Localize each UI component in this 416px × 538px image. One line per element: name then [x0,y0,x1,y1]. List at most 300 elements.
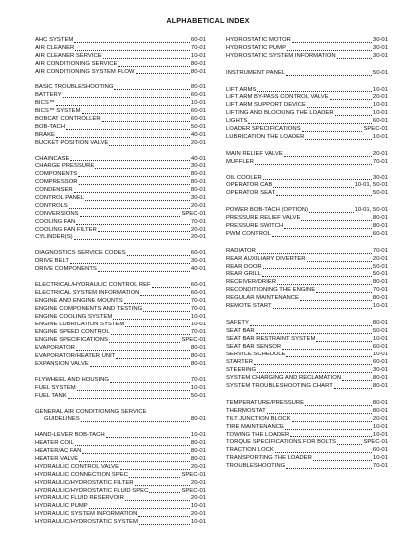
index-entry [226,336,388,344]
dot-leader [273,187,353,188]
index-entry [226,37,388,45]
index-entry [35,69,206,77]
section-gap [226,142,388,151]
entry-page: 80-01 [190,171,206,178]
entry-label: FUEL TANK [35,392,67,399]
dot-leader [95,168,190,169]
index-entry [35,171,206,179]
entry-page: 60-01 [190,289,206,296]
index-entry [35,195,206,203]
dot-leader [273,308,372,309]
index-entry [226,207,388,215]
index-entry [35,385,206,393]
dot-leader [118,66,190,67]
entry-label: LIFT ARM SUPPORT DEVICE [226,102,306,109]
index-column-right [226,37,388,471]
entry-page: 20-01 [372,415,388,422]
section-gap [226,239,388,248]
entry-page: 50-01 [372,263,388,270]
entry-page: 70-01 [372,287,388,294]
entry-page: SPEC-01 [363,439,388,446]
entry-page: 60-01 [372,230,388,237]
entry-page: 30-01 [190,163,206,170]
entry-label: LOADER SPECIFICATIONS [226,126,301,132]
entry-page: 20-01 [372,94,388,101]
index-entry [35,503,206,511]
index-entry [226,248,388,256]
dot-leader [136,73,190,74]
entry-page: 20-01 [190,463,206,470]
entry-label: OIL COOLER [226,174,262,181]
index-entry [226,303,388,311]
dot-leader [76,350,190,351]
entry-label: HYDROSTATIC PUMP [226,44,286,51]
entry-page: 70-01 [372,158,388,165]
entry-label: PWM CONTROL [226,230,271,237]
entry-page: 30-01 [372,52,388,59]
entry-label: HYDRAULIC CONTROL VALVE [35,463,120,470]
dot-leader [313,460,372,461]
dot-leader [276,195,372,196]
index-entry [35,511,206,519]
entry-label: OPERATOR SEAT [226,190,276,197]
entry-label: REGULAR MAINTENANCE [226,295,299,302]
entry-label: ENGINE AND ENGINE MOUNTS [35,297,123,304]
entry-label: ELECTRICAL/HYDRAULIC CONTROL REF [35,282,151,289]
entry-label: BATTERY [35,92,62,99]
entry-page: 10-01 [190,52,206,59]
entry-label: REAR AUXILIARY DIVERTER [226,255,306,262]
index-entry [35,37,206,45]
index-entry [226,367,388,375]
entry-label: RECONDITIONING THE ENGINE [226,287,316,294]
index-entry [226,223,388,231]
entry-page: 10-01 [190,519,206,526]
index-entry [35,377,206,385]
index-entry [226,151,388,159]
entry-label: REAR DOOR [226,263,262,270]
entry-page: 70-01 [190,44,206,51]
entry-page: 80-01 [372,407,388,414]
entry-label: BASIC TROUBLESHOOTING [35,84,114,91]
index-entry [226,271,388,279]
dot-leader [330,99,372,100]
dot-leader [125,500,190,501]
entry-page: 80-01 [190,68,206,75]
entry-page: 40-01 [190,131,206,138]
index-entry [226,264,388,272]
entry-label: TIRE MAINTENANCE [226,423,284,430]
index-entry [35,353,206,361]
index-entry [35,298,206,306]
index-entry [226,383,388,391]
entry-label: LIFT ARMS [226,86,257,93]
entry-label: EVAPORATOR [35,345,75,352]
dot-leader [263,179,372,180]
dot-leader [75,50,190,51]
dot-leader [307,107,372,108]
entry-page: SPEC-01 [181,337,206,344]
dot-leader [287,50,372,51]
dot-leader [300,300,372,301]
dot-leader [140,295,190,296]
dot-leader [124,303,190,304]
dot-leader [248,123,372,124]
index-entry [226,45,388,53]
dot-leader [337,58,372,59]
entry-page: 80-01 [190,416,206,423]
dot-leader [90,366,190,367]
entry-label: AIR CONDITIONING SYSTEM FLOW [35,68,135,75]
entry-page: 50-01 [190,123,206,130]
entry-label: ENGINE LUBRICATION SYSTEM [35,321,125,328]
entry-label: ENGINE SPECIFICATIONS [35,337,108,344]
entry-label: HYDROSTATIC SYSTEM INFORMATION [226,52,336,59]
index-entry [35,179,206,187]
entry-page: 80-01 [190,179,206,186]
dot-leader [257,372,372,373]
dot-leader [285,429,372,430]
entry-page: 30-01 [372,37,388,43]
entry-label: AIR CLEANER [35,44,75,51]
entry-label: HEATER/AC FAN [35,448,82,455]
dot-leader [302,131,363,132]
entry-label: MUFFLER [226,158,254,165]
index-entry [35,488,206,496]
dot-leader [80,216,181,217]
section-gap [226,78,388,87]
entry-page: 50-01 [372,327,388,334]
dot-leader [81,421,190,422]
entry-page: 60-01 [190,116,206,122]
dot-leader [277,284,372,285]
entry-page: 60-01 [372,359,388,366]
dot-leader [85,200,190,201]
dot-leader [56,105,190,106]
dot-leader [257,253,372,254]
entry-page: SPEC-01 [181,487,206,494]
dot-leader [284,228,372,229]
entry-page: 30-01 [190,195,206,202]
entry-page: 30-01 [372,44,388,51]
dot-leader [77,390,190,391]
index-entry [226,359,388,367]
section-gap [35,148,206,156]
index-entry [35,519,206,527]
index-entry [226,87,388,95]
entry-page: 60-01 [372,343,388,350]
dot-leader [284,156,372,157]
dot-leader [82,453,190,454]
entry-label: SEAT BAR SENSOR [226,343,282,350]
entry-page: 80-01 [190,360,206,367]
entry-page: 10-01 [372,86,388,93]
index-entry [35,163,206,171]
dot-leader [272,236,372,237]
index-entry [35,495,206,503]
entry-label: TEMPERATURE/PRESSURE [226,399,305,406]
entry-page: 40-01 [190,155,206,162]
entry-page: 10-01 [190,100,206,107]
index-entry [35,116,206,124]
index-entry [35,440,206,448]
section-gap [35,76,206,84]
entry-page: 20-01 [190,226,206,233]
entry-label: THERMOSTAT [226,407,266,414]
index-entry [35,409,206,417]
section-gap [226,61,388,70]
dot-leader [301,220,372,221]
entry-label: HAND-LEVER BOB-TACH [35,432,105,439]
entry-label: BICS™ SYSTEM [35,108,81,115]
dot-leader [309,212,354,213]
entry-page: 10-01 [372,335,388,342]
entry-page: 80-01 [372,383,388,390]
dot-leader [76,224,190,225]
index-entry [35,132,206,140]
index-entry [35,314,206,322]
index-entry [226,320,388,328]
entry-page: 10-01, 50-01 [354,182,388,189]
entry-label: REMOTE START [226,303,272,310]
dot-leader [292,42,372,43]
entry-page: SPEC-01 [181,471,206,478]
dot-leader [78,176,190,177]
entry-label: BICS™ [35,100,55,107]
entry-page: 10-01 [372,455,388,462]
entry-page: 10-01 [190,313,206,320]
dot-leader [75,445,190,446]
entry-label: RECEIVER/DRIER [226,279,277,286]
dot-leader [255,164,372,165]
index-entry [226,352,388,360]
index-entry [226,408,388,416]
entry-label: LUBRICATION THE LOADER [226,133,305,140]
dot-leader [286,468,372,469]
dot-leader [125,326,190,327]
entry-label: PRESSURE SWITCH [226,223,284,230]
index-entry [35,53,206,61]
index-entry [35,61,206,69]
dot-leader [74,42,190,43]
entry-page: 60-01 [190,282,206,289]
index-entry [35,108,206,116]
entry-label: HYDRAULIC CONNECTION SPEC [35,471,128,478]
dot-leader [316,341,372,342]
index-entry [35,92,206,100]
entry-label: DRIVE BELT [35,258,69,265]
dot-leader [68,398,190,399]
dot-leader [70,160,190,161]
index-entry [226,53,388,61]
entry-label: GUIDELINES [44,416,80,423]
index-entry [35,464,206,472]
index-entry [35,416,206,424]
section-gap [226,391,388,400]
entry-page: 10-01 [190,503,206,510]
index-entry [35,187,206,195]
index-entry [226,455,388,463]
entry-label: INSTRUMENT PANEL [226,69,286,76]
entry-page: 70-01 [190,329,206,336]
entry-label: EVAPORATOR/HEATER UNIT [35,353,116,360]
entry-page: 70-01 [190,376,206,383]
entry-page: 70-01 [372,463,388,470]
dot-leader [66,129,190,130]
dot-leader [337,444,362,445]
index-entry [35,124,206,132]
entry-label: SEAT BAR [226,327,255,334]
entry-page: 10-01 [372,133,388,140]
dot-leader [74,192,190,193]
dot-leader [275,452,372,453]
entry-page: 80-01 [190,353,206,360]
index-entry [35,322,206,330]
index-entry [35,337,206,345]
index-entry [226,463,388,471]
entry-page: 40-01 [190,266,206,273]
section-gap [35,369,206,377]
entry-label: CONVERSIONS [35,210,79,217]
entry-page: 80-01 [372,375,388,382]
entry-page: 30-01 [372,367,388,374]
entry-label: ENGINE SPEED CONTROL [35,329,110,336]
dot-leader [139,524,190,525]
index-entry [226,190,388,198]
index-entry [226,134,388,142]
entry-label: SYSTEM TROUBLESHOOTING CHART [226,383,333,390]
entry-label: DRIVE COMPONENTS [35,266,97,273]
index-entry [35,472,206,480]
index-entry [35,282,206,290]
entry-page: 60-01 [372,447,388,454]
dot-leader [116,358,190,359]
entry-page: 20-01 [372,150,388,157]
dot-leader [127,255,190,256]
dot-leader [282,349,372,350]
index-entry [226,279,388,287]
entry-label: POWER BOB-TACH (OPTION) [226,207,309,214]
index-entry [35,211,206,219]
index-entry [35,100,206,108]
entry-label: TOWING THE LOADER [226,431,290,438]
entry-page: SPEC-01 [363,126,388,132]
entry-page: 10-01 [190,432,206,439]
entry-label: ENGINE COMPONENTS AND TESTING [35,305,143,312]
index-entry [35,84,206,92]
entry-page: 80-01 [372,215,388,222]
entry-label: HEATER COIL [35,440,74,447]
dot-leader [56,137,190,138]
index-entry [35,234,206,242]
entry-page: 20-01 [190,202,206,209]
entry-page: 80-01 [190,455,206,462]
entry-label: SEAT BAR RESTRAINT SYSTEM [226,335,316,342]
entry-page: 80-01 [190,345,206,352]
entry-label: EXPANSION VALVE [35,360,89,367]
index-column-left [35,37,206,527]
entry-page: 80-01 [190,84,206,91]
entry-page: SPEC-01 [181,210,206,217]
entry-label: AIR CONDITIONING SERVICE [35,60,118,67]
dot-leader [109,145,190,146]
dot-leader [98,231,190,232]
entry-label: BUCKET POSITION VALVE [35,139,109,146]
dot-leader [69,208,190,209]
entry-page: 20-01 [190,479,206,486]
entry-page: 60-01 [372,118,388,125]
index-entry [35,456,206,464]
entry-label: COMPONENTS [35,171,78,178]
dot-leader [63,97,190,98]
entry-page: 80-01 [190,440,206,447]
dot-leader [143,311,190,312]
dot-leader [290,436,372,437]
index-entry [35,250,206,258]
index-entry [226,159,388,167]
entry-page: 30-01 [372,174,388,181]
index-entry [226,424,388,432]
entry-label: TORQUE SPECIFICATIONS FOR BOLTS [226,439,336,446]
index-entry [35,448,206,456]
entry-label: HYDRAULIC/HYDROSTATIC FLUID SPEC [35,487,149,494]
entry-label: GENERAL AIR CONDITIONING SERVICE [35,408,147,415]
dot-leader [267,413,372,414]
dot-leader [305,139,372,140]
dot-leader [335,115,372,116]
entry-label: TRACTION LOCK [226,447,274,454]
section-gap [226,167,388,175]
page-title: ALPHABETICAL INDEX [166,16,250,25]
dot-leader [286,75,372,76]
index-entry [226,256,388,264]
entry-label: CYLINDER(S) [35,234,73,241]
entry-label: SYSTEM CHARGING AND RECLAMATION [226,375,342,382]
dot-leader [342,380,372,381]
entry-page: 20-01 [190,511,206,518]
entry-page: 80-01 [190,187,206,194]
index-entry [35,361,206,369]
index-entry [35,203,206,211]
entry-page: 50-01 [372,69,388,76]
index-entry [226,94,388,102]
index-entry [226,416,388,424]
entry-page: 60-01 [190,92,206,99]
dot-leader [286,356,371,357]
section-gap [226,311,388,320]
dot-leader [250,325,372,326]
index-entry [226,344,388,352]
entry-label: DIAGNOSTICS SERVICE CODES [35,250,126,257]
entry-label: OPERATOR CAB [226,182,273,189]
entry-page: 10-01 [372,303,388,310]
entry-label: HYDRAULIC FLUID RESERVOIR [35,495,124,502]
section-gap [226,198,388,207]
dot-leader [135,485,190,486]
section-gap [35,401,206,409]
dot-leader [120,469,190,470]
entry-page: 80-01 [190,60,206,67]
entry-page: 50-01 [372,190,388,197]
index-entry [35,290,206,298]
index-entry [226,70,388,78]
dot-leader [254,364,372,365]
index-entry [35,329,206,337]
entry-label: BOB-TACH [35,123,65,130]
entry-page: 60-01 [190,108,206,115]
dot-leader [262,276,372,277]
entry-page: 70-01 [190,297,206,304]
